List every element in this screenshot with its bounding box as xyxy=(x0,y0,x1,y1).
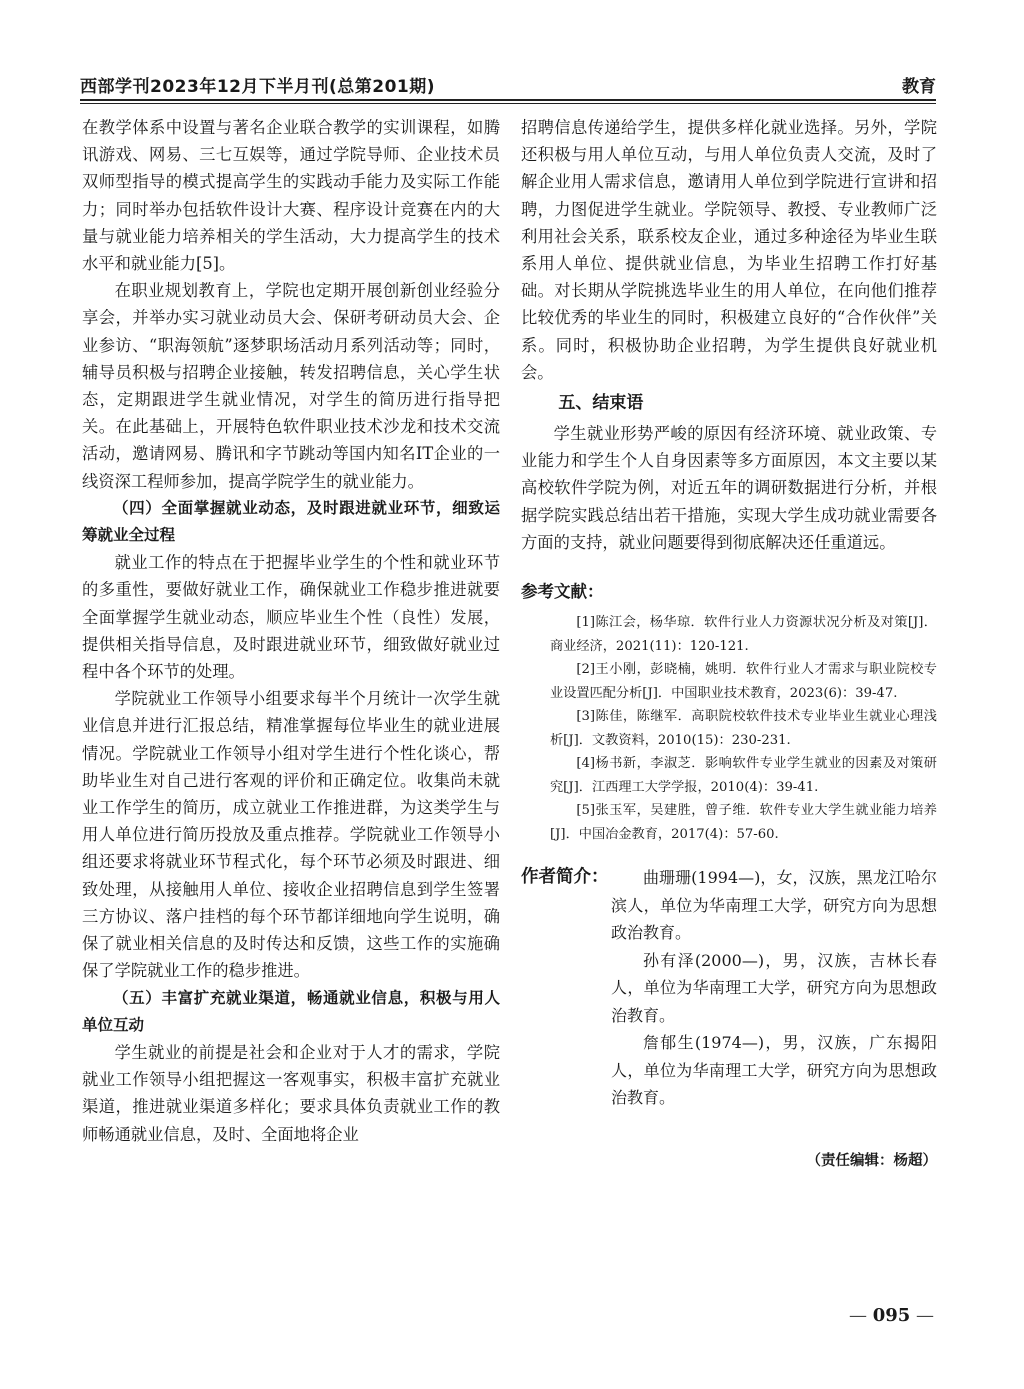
page-number-dash-right: — xyxy=(910,1305,934,1326)
section-tag: 教育 xyxy=(902,77,936,97)
reference-item: [2]王小刚，彭晓楠，姚明．软件行业人才需求与职业院校专业设置匹配分析[J]．中国职业技术教育，2023(6)：39-47. xyxy=(550,662,937,701)
page-number xyxy=(849,1305,934,1326)
author-entry: 曲珊珊(1994—)，女，汉族，黑龙江哈尔滨人，单位为华南理工大学，研究方向为思想政治教育。 xyxy=(611,868,937,943)
section-heading: 五、结束语 xyxy=(558,393,644,414)
author-label: 作者简介： xyxy=(521,867,609,888)
page-header xyxy=(80,68,936,100)
paragraph: 在职业规划教育上，学院也定期开展创新创业经验分享会，并举办实习就业动员大会、保研考研动员大会、企业参访、“职海领航”逐梦职场活动月系列活动等；同时，辅导员积极与招聘企业接触，转发招聘信息，关心学生状态，定期跟进学生就业情况，对学生的简历进行指导把关。在此基础上，开展特色软件职业技术沙龙和技术交流活动，邀请网易、腾讯和字节跳动等国内知名IT企业的一线资深工程师参加，提高学院学生的就业能力。 xyxy=(82,281,500,491)
author-entry: 孙有泽(2000—)，男，汉族，吉林长春人，单位为华南理工大学，研究方向为思想政治教育。 xyxy=(611,950,937,1025)
page-number-value: 095 xyxy=(872,1305,911,1326)
left-column xyxy=(82,114,500,1148)
paragraph: 学生就业形势严峻的原因有经济环境、就业政策、专业能力和学生个人自身因素等多方面原因，本文主要以某高校软件学院为例，对近五年的调研数据进行分析，并根据学院实践总结出若干措施，实现大学生成功就业需要各方面的支持，就业问题要得到彻底解决还任重道远。 xyxy=(521,424,937,552)
subsection-heading: （五）丰富扩充就业渠道，畅通就业信息，积极与用人单位互动 xyxy=(82,988,500,1034)
reference-item: [3]陈佳，陈继军．高职院校软件技术专业毕业生就业心理浅析[J]．文教资料，2010(15)：230-231. xyxy=(550,709,937,748)
paragraph: 学院就业工作领导小组要求每半个月统计一次学生就业信息并进行汇报总结，精准掌握每位毕业生的就业进展情况。学院就业工作领导小组对学生进行个性化谈心，帮助毕业生对自己进行客观的评价和正确定位。收集尚未就业工作学生的简历，成立就业工作推进群，为这类学生与用人单位进行简历投放及重点推荐。学院就业工作领导小组还要求将就业环节程式化，每个环节必须及时跟进、细致处理，从接触用人单位、接收企业招聘信息到学生签署三方协议、落户挂档的每个环节都详细地向学生说明，确保了就业相关信息的及时传达和反馈，这些工作的实施确保了学院就业工作的稳步推进。 xyxy=(82,689,500,981)
header-rule xyxy=(80,99,936,101)
references-list xyxy=(521,611,937,846)
reference-item: [5]张玉军，吴建胜，曾子维．软件专业大学生就业能力培养[J]．中国冶金教育，2017(4)：57-60. xyxy=(550,803,937,842)
subsection-heading: （四）全面掌握就业动态，及时跟进就业环节，细致运筹就业全过程 xyxy=(82,498,500,545)
reference-item: [4]杨书新，李淑芝．影响软件专业学生就业的因素及对策研究[J]．江西理工大学学报，2010(4)：39-41. xyxy=(550,756,937,795)
journal-title: 西部学刊2023年12月下半月刊(总第201期) xyxy=(80,77,435,97)
page-number-dash-left: — xyxy=(848,1305,873,1326)
header-rule-thin xyxy=(80,103,936,104)
references-title: 参考文献： xyxy=(521,582,604,602)
author-entry: 詹郁生(1974—)，男，汉族，广东揭阳人，单位为华南理工大学，研究方向为思想政治教育。 xyxy=(611,1033,937,1108)
reference-item: [1]陈江会，杨华琼．软件行业人力资源状况分析及对策[J]．商业经济，2021(11)：120-121. xyxy=(550,615,937,654)
paragraph: 就业工作的特点在于把握毕业学生的个性和就业环节的多重性，要做好就业工作，确保就业工作稳步推进就要全面掌握学生就业动态，顺应毕业生个性（良性）发展，提供相关指导信息，及时跟进就业环节，细致做好就业过程中各个环节的处理。 xyxy=(82,553,500,682)
paragraph: 学生就业的前提是社会和企业对于人才的需求，学院就业工作领导小组把握这一客观事实，积极丰富扩充就业渠道，推进就业渠道多样化；要求具体负责就业工作的教师畅通就业信息，及时、全面地将企业 xyxy=(82,1042,500,1144)
paragraph: 在教学体系中设置与著名企业联合教学的实训课程，如腾讯游戏、网易、三七互娱等，通过学院导师、企业技术员双师型指导的模式提高学生的实践动手能力及实际工作能力；同时举办包括软件设计大赛、程序设计竞赛在内的大量与就业能力培养相关的学生活动，大力提高学生的技术水平和就业能力[5]。 xyxy=(82,118,500,274)
author-info xyxy=(521,864,937,1112)
editor-credit: （责任编辑：杨超） xyxy=(806,1152,937,1169)
paragraph: 招聘信息传递给学生，提供多样化就业选择。另外，学院还积极与用人单位互动，与用人单位负责人交流，及时了解企业用人需求信息，邀请用人单位到学院进行宣讲和招聘，力图促进学生就业。学院领导、教授、专业教师广泛利用社会关系，联系校友企业，通过多种途径为毕业生联系用人单位、提供就业信息，为毕业生招聘工作打好基础。对长期从学院挑选毕业生的用人单位，在向他们推荐比较优秀的毕业生的同时，积极建立良好的“合作伙伴”关系。同时，积极协助企业招聘，为学生提供良好就业机会。 xyxy=(521,118,937,382)
right-column xyxy=(521,114,937,1175)
